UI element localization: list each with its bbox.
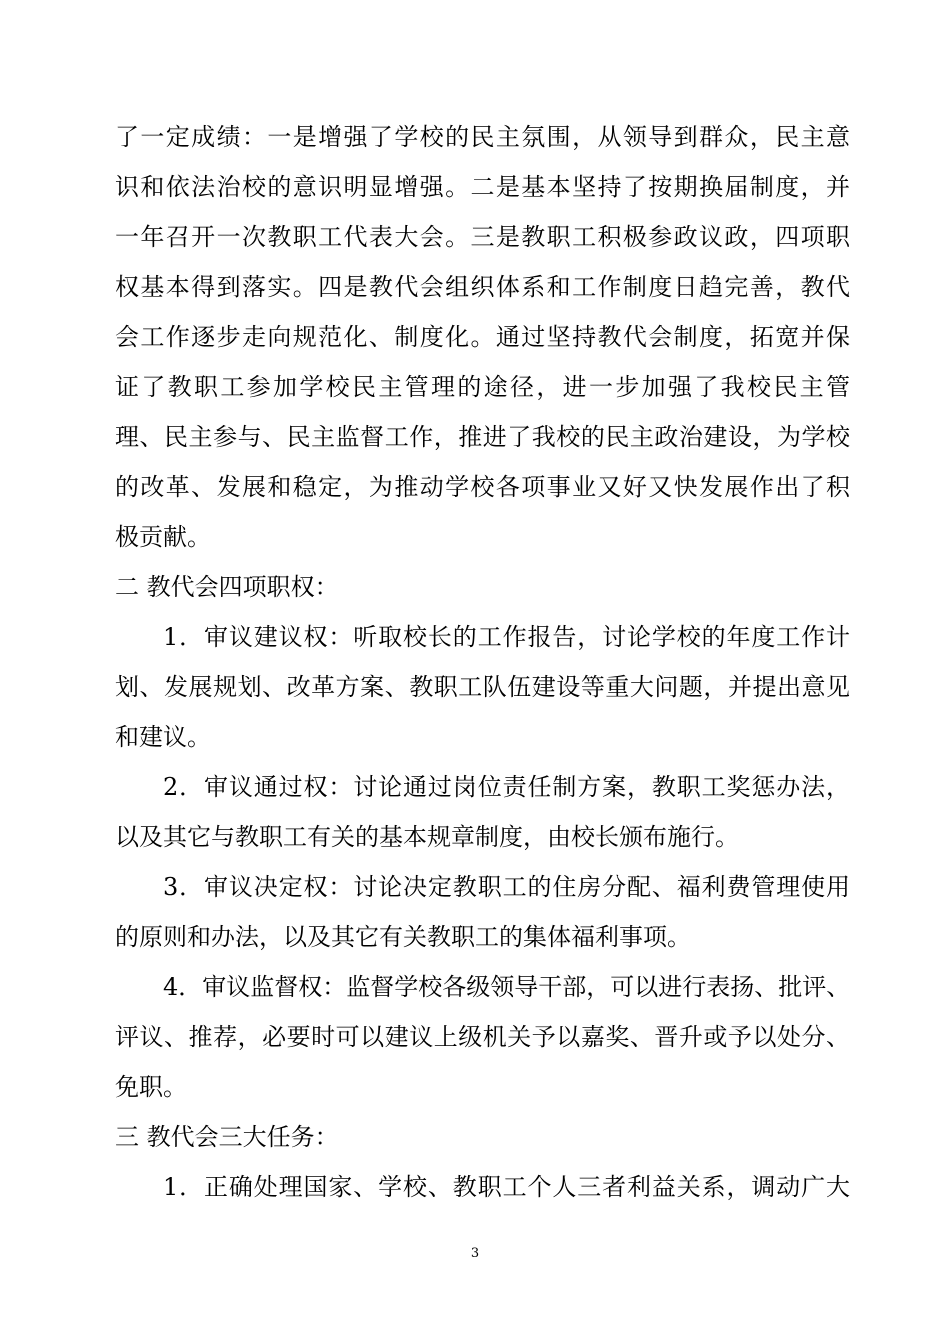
list-item-text: 的原则和办法，以及其它有关教职工的集体福利事项。 — [115, 923, 691, 951]
body-text-line: 权基本得到落实。四是教代会组织体系和工作制度日趋完善，教代 — [115, 273, 850, 301]
list-item-text: 以及其它与教职工有关的基本规章制度，由校长颁布施行。 — [115, 823, 739, 851]
section-heading: 二 教代会四项职权： — [115, 573, 339, 601]
list-item-text: 2．审议通过权：讨论通过岗位责任制方案，教职工奖惩办法， — [163, 773, 850, 801]
body-text-line: 会工作逐步走向规范化、制度化。通过坚持教代会制度，拓宽并保 — [115, 323, 850, 351]
page-number: 3 — [470, 1246, 480, 1261]
body-text-line: 极贡献。 — [115, 523, 211, 551]
body-text-line: 了一定成绩：一是增强了学校的民主氛围，从领导到群众，民主意 — [115, 123, 850, 151]
list-item-text: 划、发展规划、改革方案、教职工队伍建设等重大问题，并提出意见 — [115, 673, 850, 701]
list-item-text: 和建议。 — [115, 723, 211, 751]
list-item-text: 3．审议决定权：讨论决定教职工的住房分配、福利费管理使用 — [163, 873, 850, 901]
body-text-line: 理、民主参与、民主监督工作，推进了我校的民主政治建设，为学校 — [115, 423, 850, 451]
list-item-text: 评议、推荐，必要时可以建议上级机关予以嘉奖、晋升或予以处分、 — [115, 1023, 850, 1051]
list-item-text: 1．正确处理国家、学校、教职工个人三者利益关系，调动广大 — [163, 1173, 850, 1201]
body-text-line: 的改革、发展和稳定，为推动学校各项事业又好又快发展作出了积 — [115, 473, 850, 501]
list-item-text: 4．审议监督权：监督学校各级领导干部，可以进行表扬、批评、 — [163, 973, 850, 1001]
body-text-line: 一年召开一次教职工代表大会。三是教职工积极参政议政，四项职 — [115, 223, 850, 251]
list-item-text: 1．审议建议权：听取校长的工作报告，讨论学校的年度工作计 — [163, 623, 850, 651]
section-heading: 三 教代会三大任务： — [115, 1123, 339, 1151]
list-item-text: 免职。 — [115, 1073, 187, 1101]
body-text-line: 识和依法治校的意识明显增强。二是基本坚持了按期换届制度，并 — [115, 173, 850, 201]
body-text-line: 证了教职工参加学校民主管理的途径，进一步加强了我校民主管 — [115, 373, 850, 401]
